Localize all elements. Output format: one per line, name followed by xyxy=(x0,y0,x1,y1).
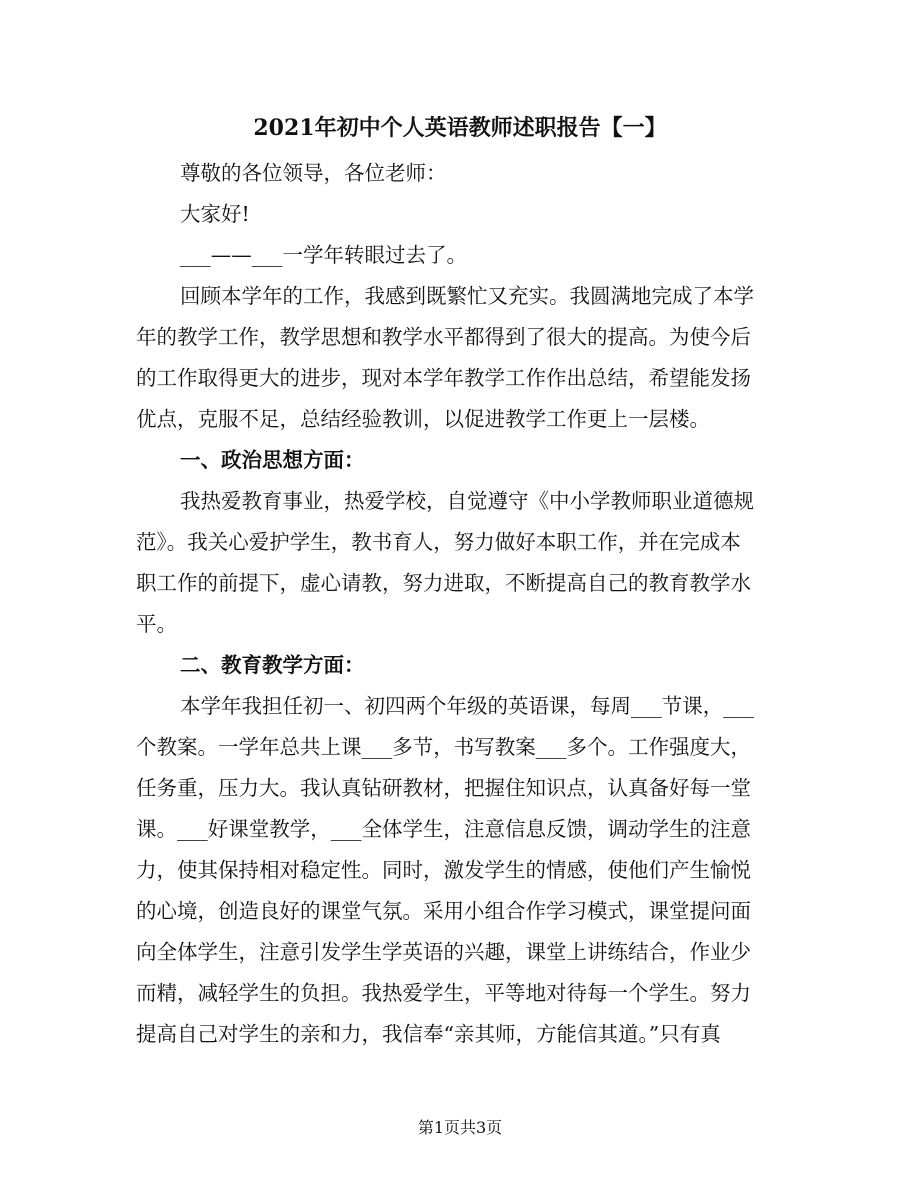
paragraph-line: 回顾本学年的工作，我感到既繁忙又充实。我圆满地完成了本学 xyxy=(180,284,754,308)
page-number: 第1页共3页 xyxy=(417,1118,503,1137)
paragraph-line: 我热爱教育事业，热爱学校，自觉遵守《中小学教师职业道德规 xyxy=(180,489,754,513)
salutation: 尊敬的各位领导，各位老师： xyxy=(180,161,447,185)
section-heading-1: 一、政治思想方面： xyxy=(180,448,365,472)
paragraph-line: 力，使其保持相对稳定性。同时，激发学生的情感，使他们产生愉悦 xyxy=(136,858,751,882)
paragraph-line: 提高自己对学生的亲和力，我信奉“亲其师，方能信其道。”只有真 xyxy=(136,1022,721,1046)
paragraph-line: 而精，减轻学生的负担。我热爱学生，平等地对待每一个学生。努力 xyxy=(136,981,751,1005)
section-heading-2: 二、教育教学方面： xyxy=(180,653,365,677)
paragraph-line: 任务重，压力大。我认真钻研教材，把握住知识点，认真备好每一堂 xyxy=(136,776,751,800)
paragraph-line: 年的教学工作，教学思想和教学水平都得到了很大的提高。为使今后 xyxy=(136,325,751,349)
paragraph-line: 的心境，创造良好的课堂气氛。采用小组合作学习模式，课堂提问面 xyxy=(136,899,751,923)
document-title: 2021年初中个人英语教师述职报告【一】 xyxy=(253,115,667,141)
paragraph-line: 职工作的前提下，虚心请教，努力进取，不断提高自己的教育教学水 xyxy=(136,571,751,595)
paragraph-line: 平。 xyxy=(136,612,177,636)
paragraph-line: 向全体学生，注意引发学生学英语的兴趣，课堂上讲练结合，作业少 xyxy=(136,940,751,964)
paragraph-line: 本学年我担任初一、初四两个年级的英语课，每周___节课，___ xyxy=(180,694,754,718)
paragraph-line: ___——___一学年转眼过去了。 xyxy=(180,243,467,267)
paragraph-line: 课。___好课堂教学，___全体学生，注意信息反馈，调动学生的注意 xyxy=(136,817,751,841)
paragraph-line: 范》。我关心爱护学生，教书育人，努力做好本职工作，并在完成本 xyxy=(136,530,741,554)
paragraph-line: 优点，克服不足，总结经验教训，以促进教学工作更上一层楼。 xyxy=(136,407,710,431)
greeting: 大家好! xyxy=(180,202,250,226)
paragraph-line: 个教案。一学年总共上课___多节，书写教案___多个。工作强度大， xyxy=(136,735,751,759)
paragraph-line: 的工作取得更大的进步，现对本学年教学工作作出总结，希望能发扬 xyxy=(136,366,751,390)
